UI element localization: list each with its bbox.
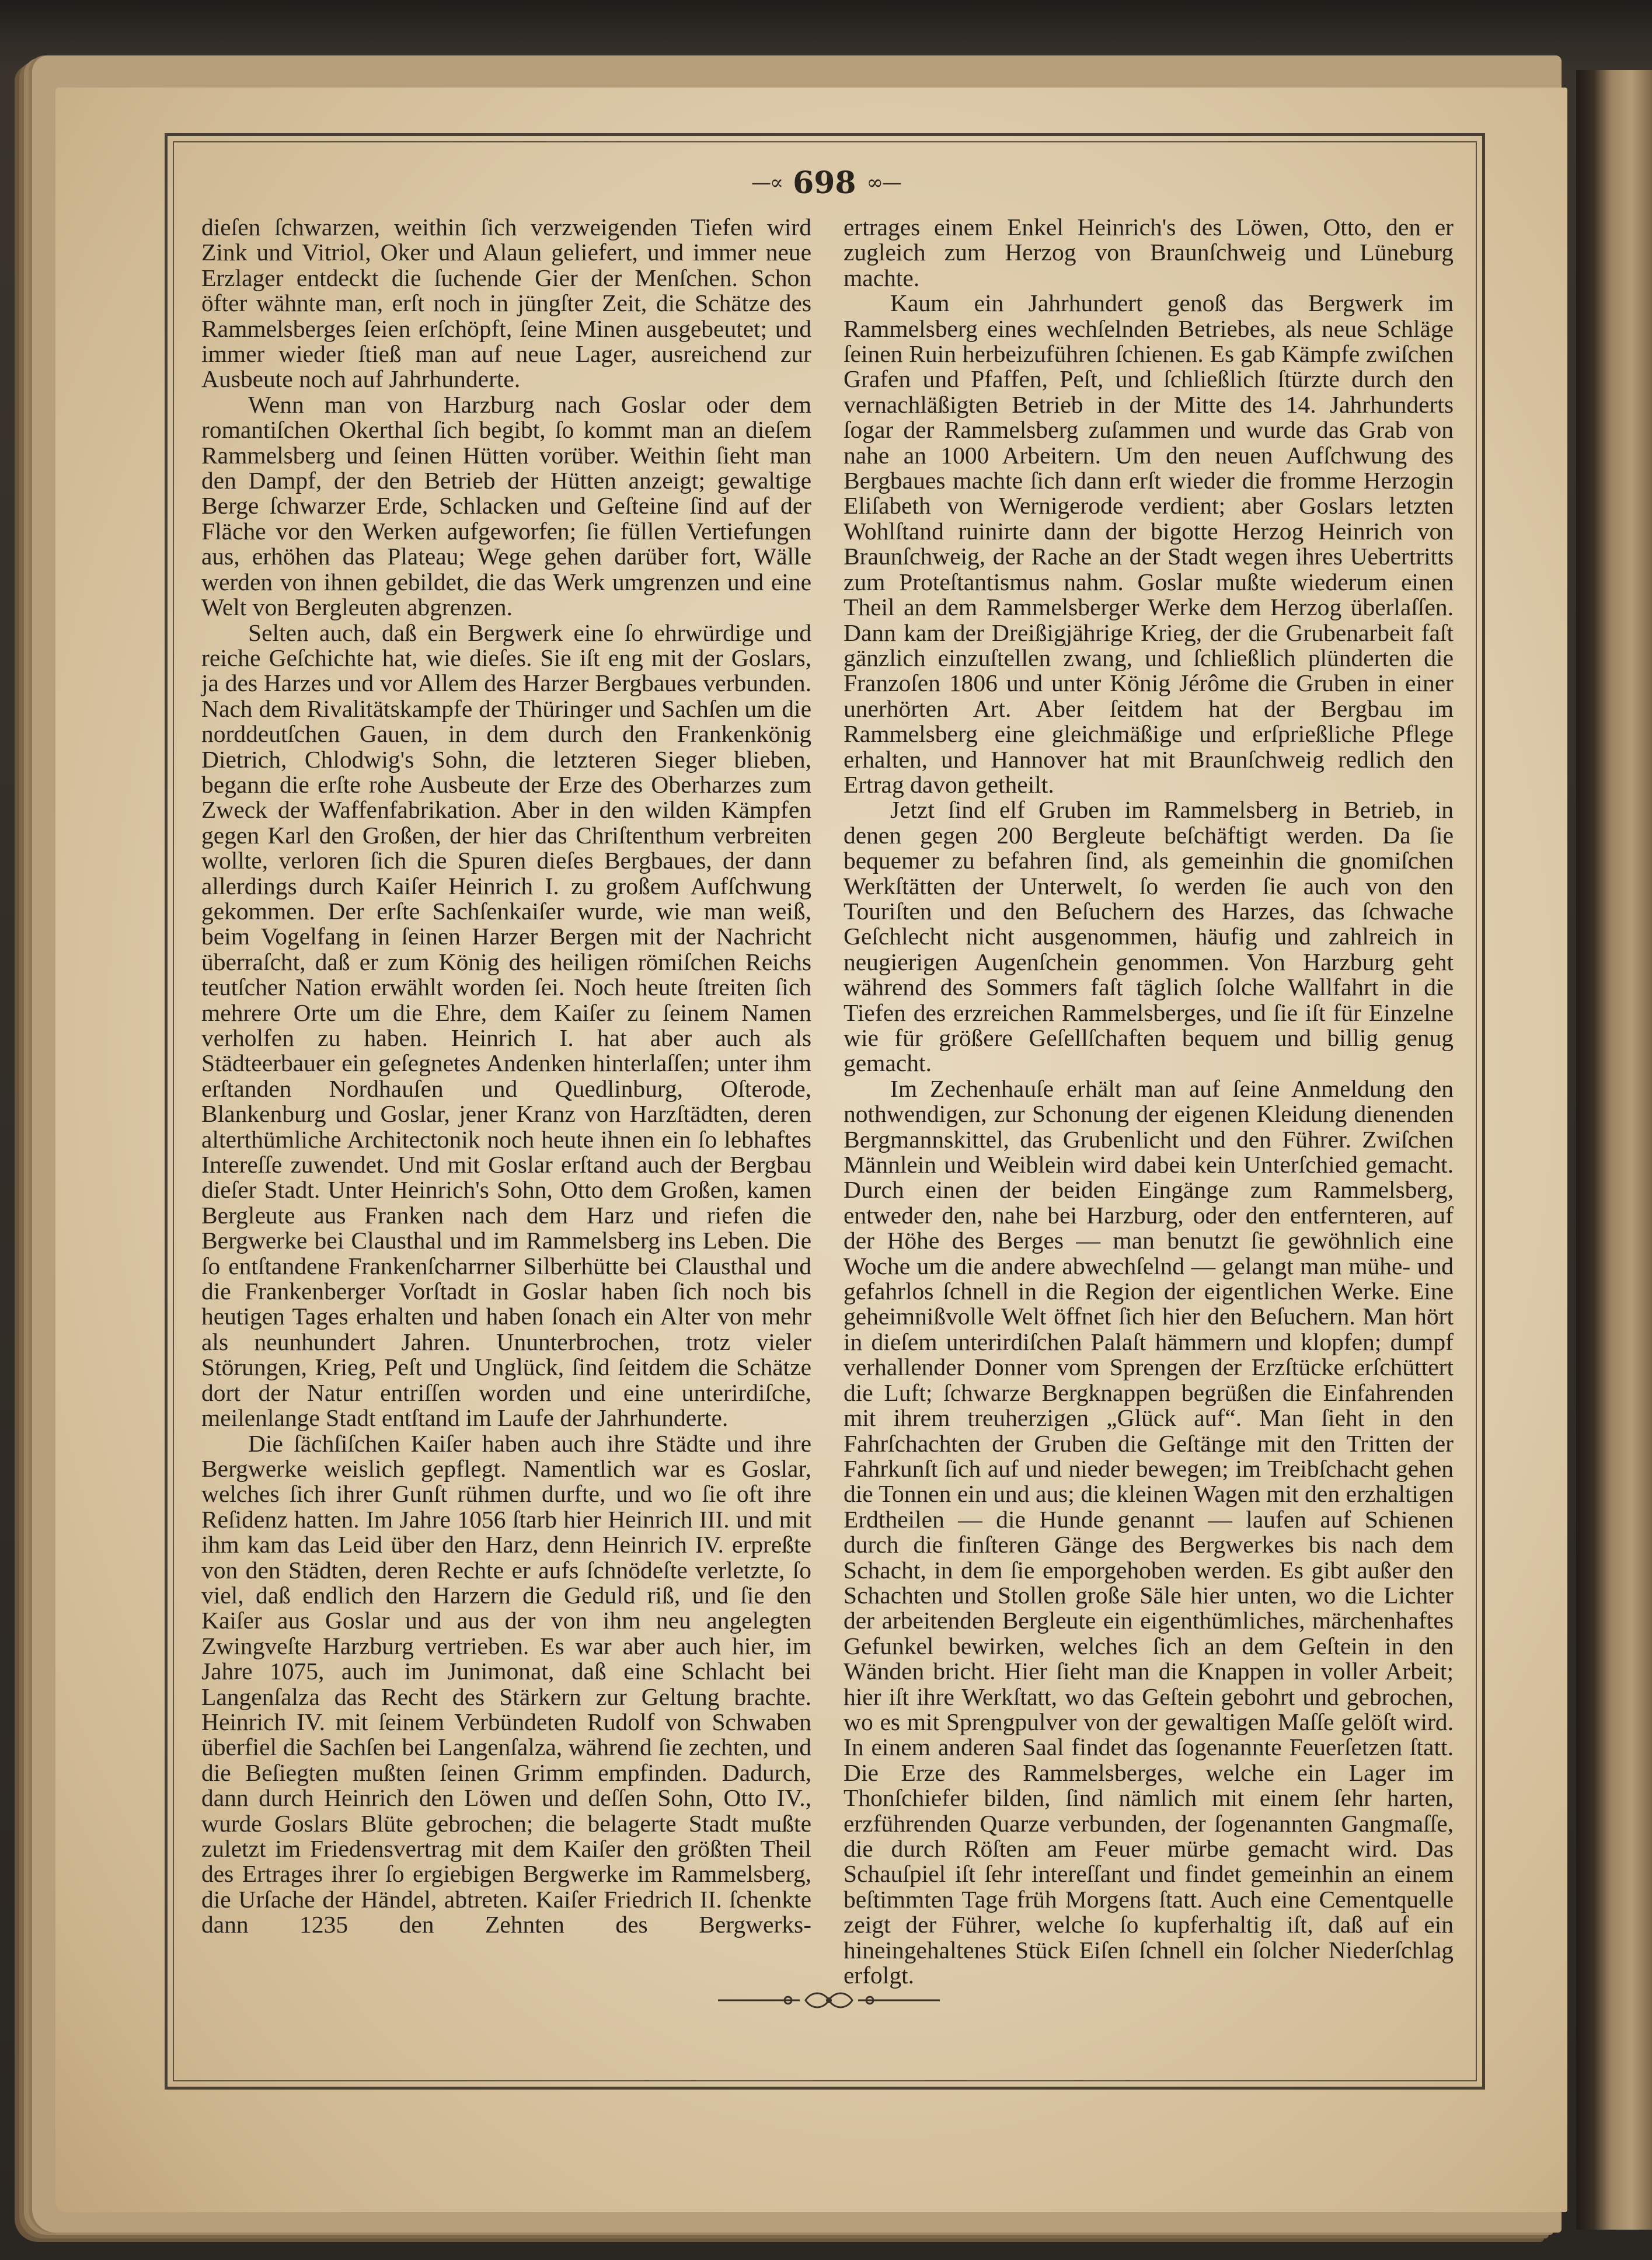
paragraph: ertrages einem Enkel Heinrich's des Löwen, Otto, den er zugleich zum Herzog von Braunſchweig und Lüneburg machte. (844, 214, 1454, 291)
paragraph: Wenn man von Harzburg nach Goslar oder dem romantiſchen Okerthal ſich begibt, ſo kommt man an dieſem Rammelsberg und ſeinen Hütten vorüber. Weithin ſieht man den Dampf, der den Betrieb der Hütten anzeigt; gewaltige Berge ſchwarzer Erde, Schlacken und Geſteine ſind auf der Fläche vor den Werken aufgeworfen; ſie füllen Vertiefungen aus, erhöhen das Plateau; Wege gehen darüber fort, Wälle werden von ihnen gebildet, die das Werk umgrenzen und eine Welt von Bergleuten abgrenzen. (201, 390, 811, 621)
left-column (201, 215, 811, 1938)
paragraph: Selten auch, daß ein Bergwerk eine ſo ehrwürdige und reiche Geſchichte hat, wie dieſes. Sie iſt eng mit der Goslars, ja des Harzes und vor Allem des Harzer Bergbaues verbunden. Nach dem Rivalitätskampfe der Thüringer und Sachſen um die norddeutſchen Gauen, in dem durch den Frankenkönig Dietrich, Chlodwig's Sohn, die letzteren Sieger blieben, begann die erſte rohe Ausbeute der Erze des Oberharzes zum Zweck der Waffenfabrikation. Aber in den wilden Kämpfen gegen Karl den Großen, der hier das Chriſtenthum verbreiten wollte, verloren ſich die Spuren dieſes Bergbaues, der dann allerdings durch Kaiſer Heinrich I. zu großem Aufſchwung gekommen. Der erſte Sachſenkaiſer wurde, wie man weiß, beim Vogelfang in ſeinen Harzer Bergen mit der Nachricht überraſcht, daß er zum König des heiligen römiſchen Reichs teutſcher Nation erwählt worden ſei. Noch heute ſtreiten ſich mehrere Orte um die Ehre, dem Kaiſer zu ſeinem Namen verholfen zu haben. Heinrich I. hat aber auch als Städteerbauer ein geſegnetes Andenken hinterlaſſen; unter ihm erſtanden Nordhauſen und Quedlinburg, Oſterode, Blankenburg und Goslar, jener Kranz von Harzſtädten, deren alterthümliche Architectonik noch heute ihnen ein ſo lebhaftes Intereſſe zuwendet. Und mit Goslar erſtand auch der Bergbau dieſer Stadt. Unter Heinrich's Sohn, Otto dem Großen, kamen Bergleute aus Franken nach dem Harz und riefen die Bergwerke bei Clausthal und im Rammelsberg ins Leben. Die ſo entſtandene Frankenſcharrner Silberhütte bei Clausthal und die Frankenberger Vorſtadt in Goslar haben ſich noch bis heutigen Tages erhalten und haben ſonach ein Alter von mehr als neunhundert Jahren. Ununterbrochen, trotz vieler Störungen, Krieg, Peſt und Unglück, ſind ſeitdem die Schätze dort der Natur entriſſen worden und eine unterirdiſche, meilenlange Stadt entſtand im Laufe der Jahrhunderte. (201, 619, 811, 1432)
paragraph: Kaum ein Jahrhundert genoß das Bergwerk im Rammelsberg eines wechſelnden Betriebes, als neue Schläge ſeinen Ruin herbeizuführen ſchienen. Es gab Kämpfe zwiſchen Grafen und Pfaffen, Peſt, und ſchließlich ſtürzte durch den vernachläßigten Betrieb in der Mitte des 14. Jahrhunderts ſogar der Rammelsberg zuſammen und wurde das Grab von nahe an 1000 Arbeitern. Um den neuen Aufſchwung des Bergbaues machte ſich dann erſt wieder die fromme Herzogin Eliſabeth von Wernigerode verdient; aber Goslars letzten Wohlſtand ruinirte dann der bigotte Herzog Heinrich von Braunſchweig, der Rache an der Stadt wegen ihres Uebertritts zum Proteſtantismus nahm. Goslar mußte wiederum einen Theil an dem Rammelsberger Werke dem Herzog überlaſſen. Dann kam der Dreißigjährige Krieg, der die Grubenarbeit faſt gänzlich einzuſtellen zwang, und ſchließlich plünderten die Franzoſen 1806 und unter König Jérôme die Gruben in einer unerhörten Art. Aber ſeitdem hat der Bergbau im Rammelsberg eine gleichmäßige und erſprießliche Pflege erhalten, und Hannover hat mit Braunſchweig redlich den Ertrag davon getheilt. (844, 290, 1454, 798)
paragraph: dieſen ſchwarzen, weithin ſich verzweigenden Tiefen wird Zink und Vitriol, Oker und Alaun geliefert, und immer neue Erzlager entdeckt die ſuchende Gier der Menſchen. Schon öfter wähnte man, erſt noch in jüngſter Zeit, die Schätze des Rammelsberges ſeien erſchöpft, ſeine Minen ausgebeutet; und immer wieder ſtieß man auf neue Lager, ausreichend zur Ausbeute noch auf Jahrhunderte. (201, 214, 811, 393)
facing-page-edge (1576, 70, 1652, 2230)
page-number: 698 (793, 165, 856, 201)
paragraph: Die ſächſiſchen Kaiſer haben auch ihre Städte und ihre Bergwerke weislich gepflegt. Namentlich war es Goslar, welches ſich ihrer Gunſt rühmen durfte, und wo ſie oft ihre Reſidenz hatten. Im Jahre 1056 ſtarb hier Heinrich III. und mit ihm kam das Leid über den Harz, denn Heinrich IV. erpreßte von den Städten, deren Rechte er aufs ſchnödeſte verletzte, ſo viel, daß endlich den Harzern die Geduld riß, und ſie den Kaiſer aus Goslar und aus der von ihm neu angelegten Zwingveſte Harzburg vertrieben. Es war aber auch hier, im Jahre 1075, auch im Junimonat, daß eine Schlacht bei Langenſalza das Recht des Stärkern zur Geltung brachte. Heinrich IV. mit ſeinem Verbündeten Rudolf von Schwaben überfiel die Sachſen bei Langenſalza, während ſie zechten, und die Beſiegten mußten ſeinen Grimm empfinden. Dadurch, dann durch Heinrich den Löwen und deſſen Sohn, Otto IV., wurde Goslars Blüte gebrochen; die belagerte Stadt mußte zuletzt im Friedensvertrag mit dem Kaiſer den größten Theil des Ertrages ihrer ſo ergiebigen Bergwerke im Rammelsberg, die Urſache der Händel, abtreten. Kaiſer Friedrich II. ſchenkte dann 1235 den Zehnten des Bergwerks- (201, 1429, 811, 1938)
end-ornament-icon (718, 1989, 940, 2012)
header-ornament-left: —∝ (751, 171, 783, 194)
page-header (738, 162, 914, 203)
paragraph: Jetzt ſind elf Gruben im Rammelsberg in Betrieb, in denen gegen 200 Bergleute beſchäftigt werden. Da ſie bequemer zu befahren ſind, als gemeinhin die gnomiſchen Werkſtätten der Unterwelt, ſo werden ſie auch von den Touriſten und den Beſuchern des Harzes, das ſchwache Geſchlecht nicht ausgenommen, häufig und zahlreich in neugierigen Augenſchein genommen. Von Harzburg geht während des Sommers faſt täglich ſolche Wallfahrt in die Tiefen des erzreichen Rammelsberges, und ſie iſt für Einzelne wie für größere Geſellſchaften bequem und billig genug gemacht. (844, 796, 1454, 1077)
header-ornament-right: ∞— (866, 171, 901, 194)
right-column (844, 215, 1454, 1988)
paragraph: Im Zechenhauſe erhält man auf ſeine Anmeldung den nothwendigen, zur Schonung der eigenen Kleidung dienenden Bergmannskittel, das Grubenlicht und den Führer. Zwiſchen Männlein und Weiblein wird dabei kein Unterſchied gemacht. Durch einen der beiden Eingänge zum Rammelsberg, entweder den, nahe bei Harzburg, oder den entfernteren, auf der Höhe des Berges — man benutzt ſie gewöhnlich eine Woche um die andere abwechſelnd — gelangt man mühe- und gefahrlos ſchnell in die Region der eigentlichen Werke. Eine geheimnißvolle Welt öffnet ſich hier den Beſuchern. Man hört in dieſem unterirdiſchen Palaſt hämmern und klopfen; dumpf verhallender Donner vom Sprengen der Erzſtücke erſchüttert die Luft; ſchwarze Bergknappen begrüßen die Einfahrenden mit ihrem treuherzigen „Glück auf“. Man ſieht in den Fahrſchachten der Gruben die Geſtänge mit den Tritten der Fahrkunſt ſich auf und nieder bewegen; im Treibſchacht gehen die Tonnen ein und aus; die kleinen Wagen mit den erzhaltigen Erdtheilen — die Hunde genannt — laufen auf Schienen durch die finſteren Gänge des Bergwerkes bis nach dem Schacht, in dem ſie emporgehoben werden. Es gibt außer den Schachten und Stollen große Säle hier unten, wo die Lichter der arbeitenden Bergleute ein eigenthümliches, märchenhaftes Gefunkel bewirken, welches ſich an dem Geſtein in den Wänden bricht. Hier ſieht man die Knappen in voller Arbeit; hier iſt ihre Werkſtatt, wo das Geſtein gebohrt und gebrochen, wo es mit Sprengpulver von der gewaltigen Maſſe gelöſt wird. In einem anderen Saal findet das ſogenannte Feuerſetzen ſtatt. Die Erze des Rammelsberges, welche ein Lager im Thonſchiefer bilden, ſind nämlich mit einem ſehr harten, erzführenden Quarze verbunden, der ſogenannten Gangmaſſe, die durch Röſten am Feuer mürbe gemacht wird. Das Schauſpiel iſt ſehr intereſſant und findet gemeinhin an einem beſtimmten Tage früh Morgens ſtatt. Auch eine Cementquelle zeigt der Führer, welche ſo kupferhaltig iſt, daß auf ein hineingehaltenes Stück Eiſen ſchnell ein ſolcher Niederſchlag erfolgt. (844, 1075, 1454, 1989)
